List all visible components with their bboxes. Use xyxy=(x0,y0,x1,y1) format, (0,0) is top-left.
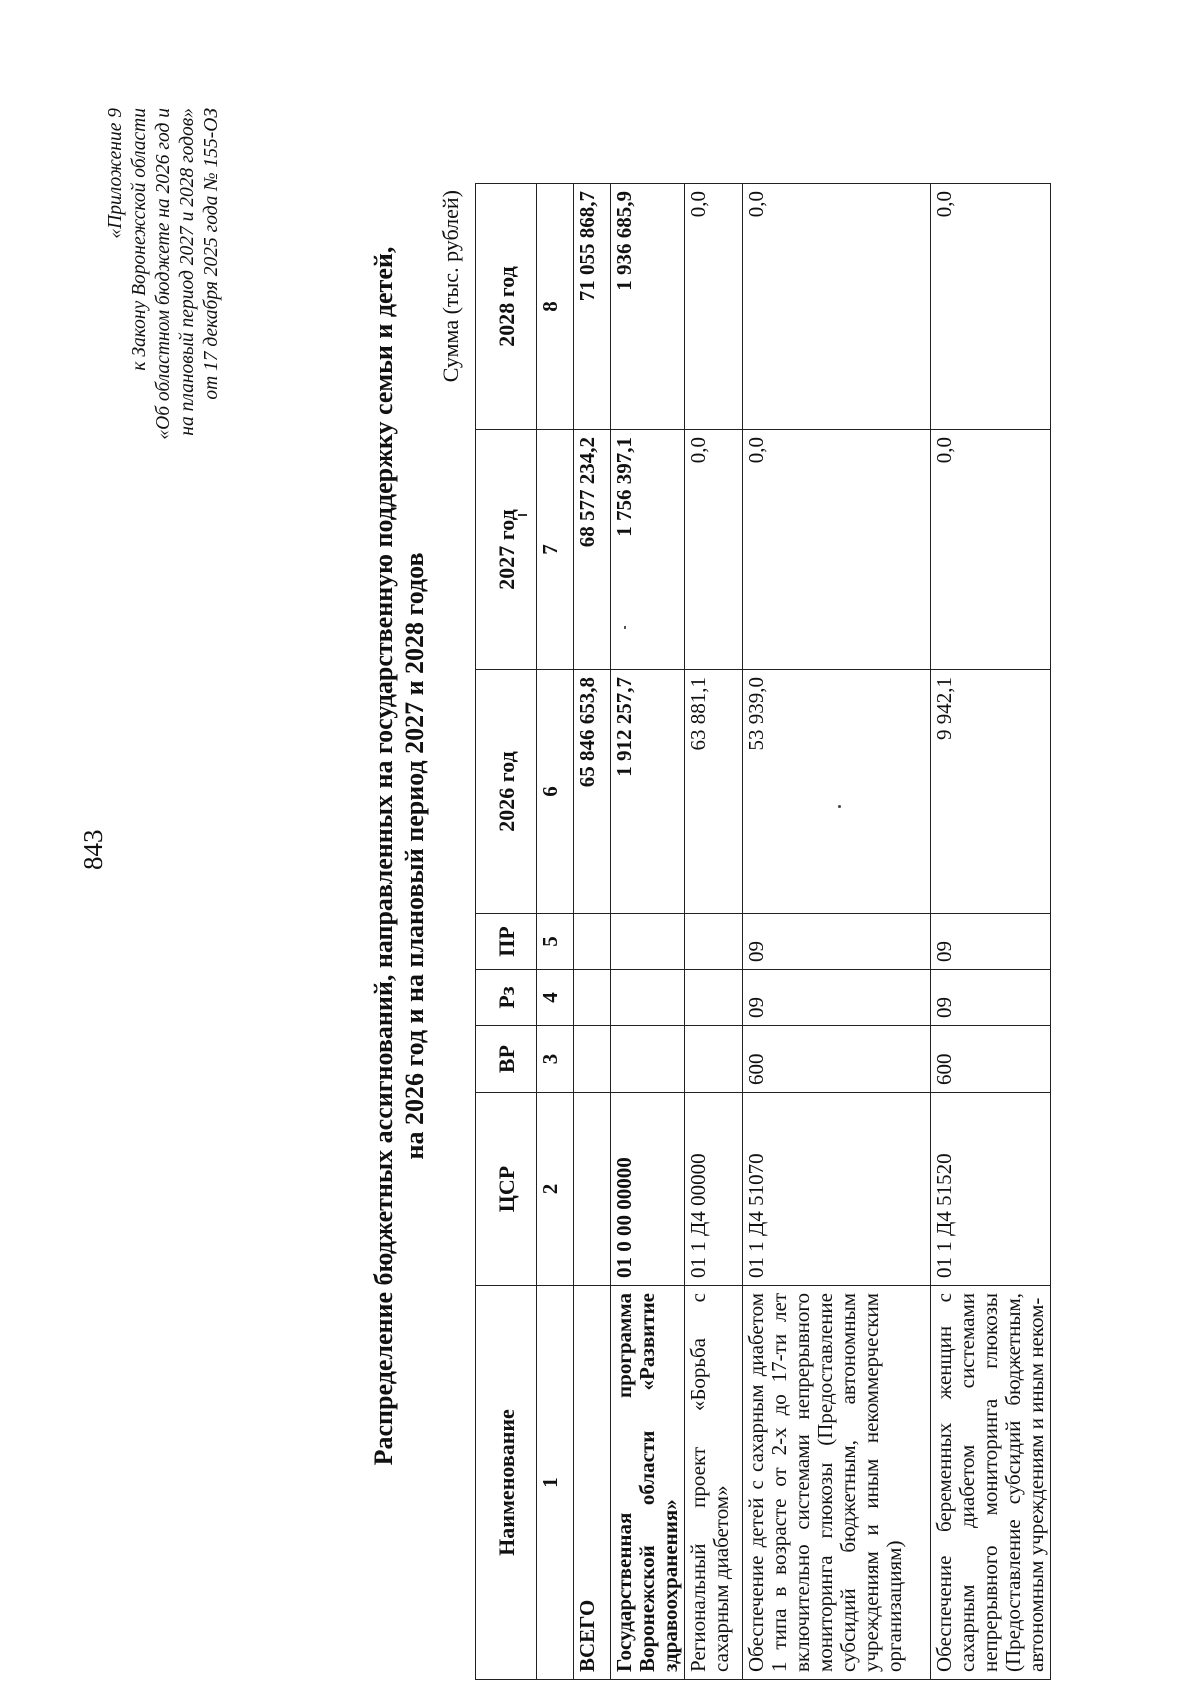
column-number: 1 xyxy=(537,1286,574,1680)
row-2027: 68 577 234,2 xyxy=(574,430,611,670)
budget-table xyxy=(475,183,1051,1680)
table-row xyxy=(574,184,611,1680)
row-2028: 71 055 868,7 xyxy=(574,184,611,430)
row-name: Обеспечение детей с сахарным диабетом 1 типа в возрасте от 2-х до 17-ти лет включительно системами непрерывного мониторинга глюкозы (Предоставление субсидий бюджетным, автономным учреждениям и иным некоммерческим организациям) xyxy=(743,1286,931,1680)
header-2027: 2027 год xyxy=(476,430,537,670)
appendix-line: от 17 декабря 2025 года № 155-ОЗ xyxy=(201,108,222,400)
table-row xyxy=(685,184,743,1680)
table-row xyxy=(743,184,931,1680)
column-number: 8 xyxy=(537,184,574,430)
row-2026: 9 942,1 xyxy=(931,670,1051,914)
row-vr xyxy=(611,1026,685,1093)
row-csr: 01 1 Д4 51520 xyxy=(931,1093,1051,1286)
document-title xyxy=(368,196,430,1516)
header-row xyxy=(476,184,537,1680)
header-2028: 2028 год xyxy=(476,184,537,430)
units-label: Сумма (тыс. рублей) xyxy=(438,190,463,383)
row-pr xyxy=(611,914,685,970)
appendix-line: к Закону Воронежской области xyxy=(129,108,150,371)
row-name: ВСЕГО xyxy=(574,1286,611,1680)
row-csr: 01 0 00 00000 xyxy=(611,1093,685,1286)
scan-dot xyxy=(624,626,626,629)
header-csr: ЦСР xyxy=(476,1093,537,1286)
appendix-line: «Об областном бюджете на 2026 год и xyxy=(153,108,174,440)
row-rz: 09 xyxy=(931,970,1051,1026)
row-2027: 1 756 397,1 xyxy=(611,430,685,670)
header-rz: Рз xyxy=(476,970,537,1026)
row-2028: 0,0 xyxy=(743,184,931,430)
row-2026: 63 881,1 xyxy=(685,670,743,914)
table-row xyxy=(931,184,1051,1680)
row-pr: 09 xyxy=(743,914,931,970)
row-name: Региональный проект «Борьба с сахарным диабетом» xyxy=(685,1286,743,1680)
header-2026: 2026 год xyxy=(476,670,537,914)
row-rz xyxy=(611,970,685,1026)
title-line-1: Распределение бюджетных ассигнований, направленных на государственную поддержку семьи и детей, xyxy=(369,246,398,1466)
column-number: 5 xyxy=(537,914,574,970)
column-number: 7 xyxy=(537,430,574,670)
appendix-note xyxy=(104,108,224,828)
column-number: 4 xyxy=(537,970,574,1026)
row-2026: 1 912 257,7 xyxy=(611,670,685,914)
row-2027: 0,0 xyxy=(743,430,931,670)
column-number-row xyxy=(537,184,574,1680)
header-vr: ВР xyxy=(476,1026,537,1093)
row-rz xyxy=(685,970,743,1026)
header-pr: ПР xyxy=(476,914,537,970)
row-2027: 0,0 xyxy=(685,430,743,670)
row-csr: 01 1 Д4 00000 xyxy=(685,1093,743,1286)
row-name: Обеспечение беременных женщин с сахарным диабетом системами непрерывного мониторинга глюкозы (Предоставление субсидий бюджетным, автономным учреждениям и иным неком- xyxy=(931,1286,1051,1680)
row-vr: 600 xyxy=(931,1026,1051,1093)
appendix-line: на плановый период 2027 и 2028 годов» xyxy=(177,108,198,436)
row-csr: 01 1 Д4 51070 xyxy=(743,1093,931,1286)
column-number: 2 xyxy=(537,1093,574,1286)
row-vr xyxy=(574,1026,611,1093)
page-number: 843 xyxy=(78,829,108,870)
row-rz: 09 xyxy=(743,970,931,1026)
row-2028: 1 936 685,9 xyxy=(611,184,685,430)
row-2026: 53 939,0 xyxy=(743,670,931,914)
row-csr xyxy=(574,1093,611,1286)
row-pr xyxy=(685,914,743,970)
row-vr xyxy=(685,1026,743,1093)
row-2028: 0,0 xyxy=(931,184,1051,430)
row-rz xyxy=(574,970,611,1026)
row-pr xyxy=(574,914,611,970)
row-name: Государственная программа Воронежской области «Развитие здравоохранения» xyxy=(611,1286,685,1680)
header-name: Наименование xyxy=(476,1286,537,1680)
row-2028: 0,0 xyxy=(685,184,743,430)
scan-dot xyxy=(838,805,841,808)
row-pr: 09 xyxy=(931,914,1051,970)
title-line-2: на 2026 год и на плановый период 2027 и 2028 годов xyxy=(400,552,429,1160)
column-number: 3 xyxy=(537,1026,574,1093)
row-2027: 0,0 xyxy=(931,430,1051,670)
appendix-line: «Приложение 9 xyxy=(105,108,126,239)
row-2026: 65 846 653,8 xyxy=(574,670,611,914)
row-vr: 600 xyxy=(743,1026,931,1093)
table-row xyxy=(611,184,685,1680)
column-number: 6 xyxy=(537,670,574,914)
